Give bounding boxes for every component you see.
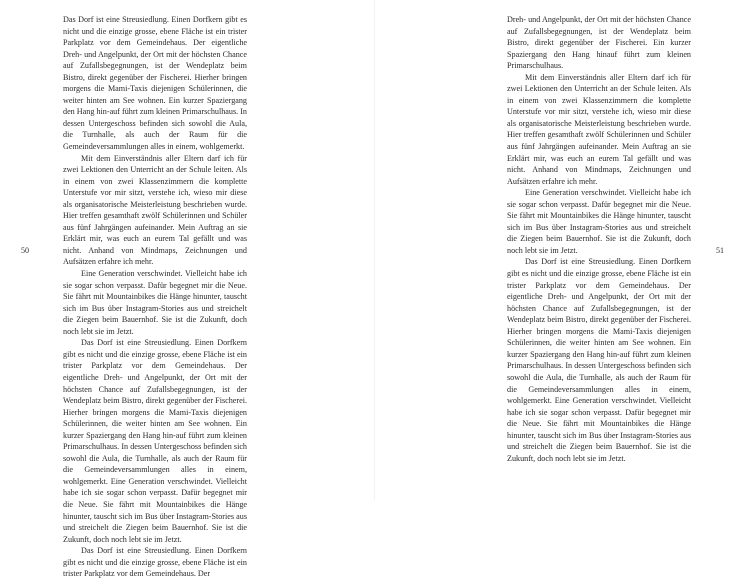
left-paragraph-1: Das Dorf ist eine Streusiedlung. Einen Dorfkern gibt es nicht und die einzige grosse, ebene Fläche ist ein trister Parkplatz vor dem Gemeindehaus. Der eigentliche Dreh- und Angelpunkt, der Ort mit der höchsten Chance auf Zufallsbegegnungen, ist der Wendeplatz beim Bistro, direkt gegenüber der Fischerei. Hierher bringen morgens die Mami-Taxis diejenigen Schülerinnen, die weiter hinten am See wohnen. Ein kurzer Spaziergang den Hang hin-auf führt zum kleinen Primarschulhaus. In dessen Untergeschoss befinden sich sowohl die Aula, die Turnhalle, als auch der Raum für die Gemeindeversammlungen alles in einem, wohlgemerkt. [63, 15, 247, 152]
left-page-number: 50 [21, 246, 29, 255]
left-paragraph-5: Das Dorf ist eine Streusiedlung. Einen Dorfkern gibt es nicht und die einzige grosse, ebene Fläche ist ein trister Parkplatz vor dem Gemeindehaus. Der [63, 546, 247, 579]
right-page-number: 51 [716, 246, 724, 255]
left-paragraph-4: Das Dorf ist eine Streusiedlung. Einen Dorfkern gibt es nicht und die einzige grosse, ebene Fläche ist ein trister Parkplatz vor dem Gemeindehaus. Der eigentliche Dreh- und Angelpunkt, der Ort mit der höchsten Chance auf Zufallsbegegnungen, ist der Wendeplatz beim Bistro, direkt gegenüber der Fischerei. Hierher bringen morgens die Mami-Taxis diejenigen Schülerinnen, die weiter hinten am See wohnen. Ein kurzer Spaziergang den Hang hin-auf führt zum kleinen Primarschulhaus. In dessen Untergeschoss befinden sich sowohl die Aula, die Turnhalle, als auch der Raum für die Gemeindeversammlungen alles in einem, wohlgemerkt. Eine Generation verschwindet. Vielleicht habe ich sie sogar schon verpasst. Dafür begegnet mir die Neue. Sie fährt mit Mountainbikes die Hänge hinunter, tauscht sich im Bus über Instagram-Stories aus und streichelt die Ziegen beim Bauernhof. Sie ist die Zukunft, doch noch lebt sie im Jetzt. [63, 338, 247, 544]
left-paragraph-2: Mit dem Einverständnis aller Eltern darf ich für zwei Lektionen den Unterricht an der Schule leiten. Als in einem von zwei Klassenzimmern die komplette Unterstufe vor mir sitzt, verstehe ich, wieso mir diese als organisatorische Meisterleistung beschrieben wurde. Hier treffen gesamthaft zwölf Schülerinnen und Schüler aus fünf Jahrgängen aufeinander. Mein Auftrag an sie Erklärt mir, was euch an eurem Tal gefällt und was nicht. Anhand von Mindmaps, Zeichnungen und Aufsätzen erfahre ich mehr. [63, 153, 247, 267]
right-text-column [507, 14, 691, 464]
right-paragraph-2: Mit dem Einverständnis aller Eltern darf ich für zwei Lektionen den Unterricht an der Schule leiten. Als in einem von zwei Klassenzimmern die komplette Unterstufe vor mir sitzt, verstehe ich, wieso mir diese als organisatorische Meisterleistung beschrieben wurde. Hier treffen gesamthaft zwölf Schülerinnen und Schüler aus fünf Jahrgängen aufeinander. Mein Auftrag an sie Erklärt mir, was euch an eurem Tal gefällt und was nicht. Anhand von Mindmaps, Zeichnungen und Aufsätzen erfahre ich mehr. [507, 72, 691, 186]
right-paragraph-4: Das Dorf ist eine Streusiedlung. Einen Dorfkern gibt es nicht und die einzige grosse, ebene Fläche ist ein trister Parkplatz vor dem Gemeindehaus. Der eigentliche Dreh- und Angelpunkt, der Ort mit der höchsten Chance auf Zufallsbegegnungen, ist der Wendeplatz beim Bistro, direkt gegenüber der Fischerei. Hierher bringen morgens die Mami-Taxis diejenigen Schülerinnen, die weiter hinten am See wohnen. Ein kurzer Spaziergang den Hang hin-auf führt zum kleinen Primarschulhaus. In dessen Untergeschoss befinden sich sowohl die Aula, die Turnhalle, als auch der Raum für die Gemeindeversammlungen alles in einem, wohlgemerkt. Eine Generation verschwindet. Vielleicht habe ich sie sogar schon verpasst. Dafür begegnet mir die Neue. Sie fährt mit Mountainbikes die Hänge hinunter, tauscht sich im Bus über Instagram-Stories aus und streichelt die Ziegen beim Bauernhof. Sie ist die Zukunft, doch noch lebt sie im Jetzt. [507, 257, 691, 463]
right-paragraph-3: Eine Generation verschwindet. Vielleicht habe ich sie sogar schon verpasst. Dafür begegnet mir die Neue. Sie fährt mit Mountainbikes die Hänge hinunter, tauscht sich im Bus über Instagram-Stories aus und streichelt die Ziegen beim Bauernhof. Sie ist die Zukunft, doch noch lebt sie im Jetzt. [507, 188, 691, 255]
right-paragraph-1: Dreh- und Angelpunkt, der Ort mit der höchsten Chance auf Zufallsbegegnungen, ist der Wendeplatz beim Bistro, direkt gegenüber der Fischerei. Ein kurzer Spaziergang den Hang hinauf führt zum kleinen Primarschulhaus. [507, 15, 691, 71]
left-page [0, 0, 375, 579]
right-page [375, 0, 750, 500]
left-paragraph-3: Eine Generation verschwindet. Vielleicht habe ich sie sogar schon verpasst. Dafür begegnet mir die Neue. Sie fährt mit Mountainbikes die Hänge hinunter, tauscht sich im Bus über Instagram-Stories aus und streichelt die Ziegen beim Bauernhof. Sie ist die Zukunft, doch noch lebt sie im Jetzt. [63, 269, 247, 336]
left-text-column [63, 14, 247, 580]
